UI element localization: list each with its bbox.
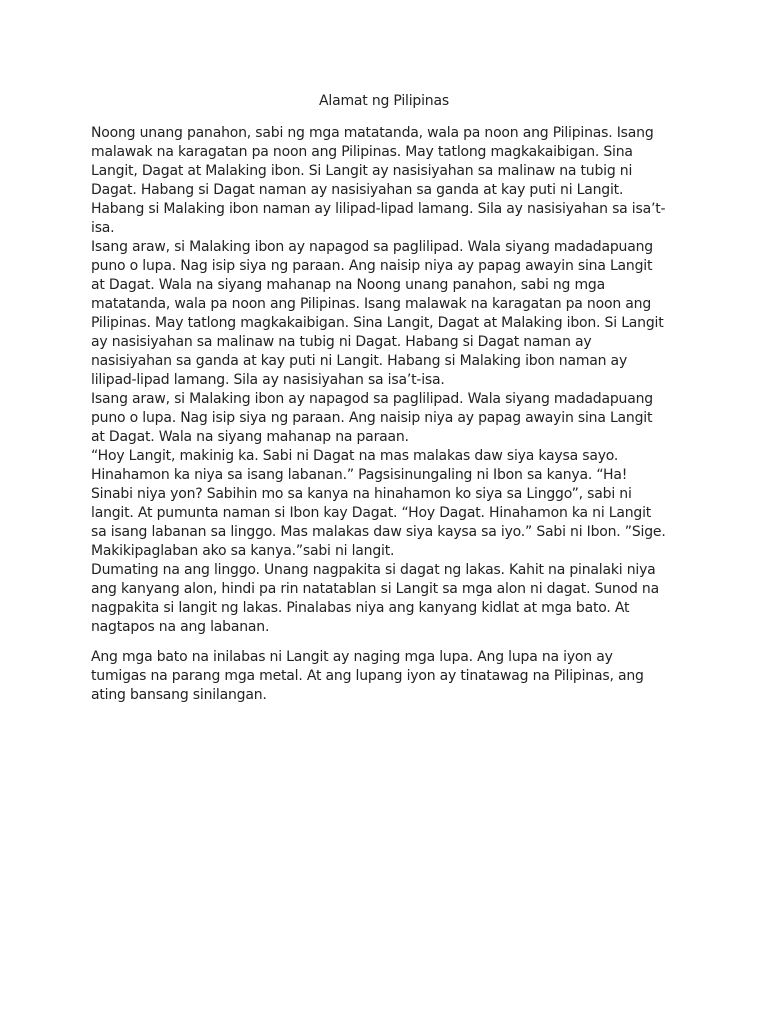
text-line: Dumating na ang linggo. Unang nagpakita si dagat ng lakas. Kahit na pinalaki niya <box>91 562 656 578</box>
paragraph <box>91 124 691 637</box>
text-line: at Dagat. Wala na siyang mahanap na paraan. <box>91 429 409 445</box>
paragraph <box>91 648 691 705</box>
text-line: nasisiyahan sa ganda at kay puti ni Langit. Habang si Malaking ibon naman ay <box>91 353 628 369</box>
text-line: ay nasisiyahan sa malinaw na tubig ni Dagat. Habang si Dagat naman ay <box>91 334 592 350</box>
text-line: ang kanyang alon, hindi pa rin natatablan si Langit sa mga alon ni dagat. Sunod na <box>91 581 659 597</box>
text-line: Sinabi niya yon? Sabihin mo sa kanya na hinahamon ko siya sa Linggo”, sabi ni <box>91 486 632 502</box>
text-line: Langit, Dagat at Malaking ibon. Si Langit ay nasisiyahan sa malinaw na tubig ni <box>91 163 633 179</box>
text-line: “Hoy Langit, makinig ka. Sabi ni Dagat na mas malakas daw siya kaysa sayo. <box>91 448 619 464</box>
text-line: Noong unang panahon, sabi ng mga matatanda, wala pa noon ang Pilipinas. Isang <box>91 125 654 141</box>
text-line: Hinahamon ka niya sa isang labanan.” Pagsisinungaling ni Ibon sa kanya. “Ha! <box>91 467 628 483</box>
text-line: Ang mga bato na inilabas ni Langit ay naging mga lupa. Ang lupa na iyon ay <box>91 649 613 665</box>
document-body <box>91 124 691 705</box>
text-line: isa. <box>91 220 115 236</box>
text-line: puno o lupa. Nag isip siya ng paraan. Ang naisip niya ay papag awayin sina Langit <box>91 410 653 426</box>
text-line: Isang araw, si Malaking ibon ay napagod sa paglilipad. Wala siyang madadapuang <box>91 239 653 255</box>
text-line: tumigas na parang mga metal. At ang lupang iyon ay tinatawag na Pilipinas, ang <box>91 668 644 684</box>
text-line: Dagat. Habang si Dagat naman ay nasisiyahan sa ganda at kay puti ni Langit. <box>91 182 624 198</box>
text-line: lilipad-lipad lamang. Sila ay nasisiyahan sa isa’t-isa. <box>91 372 445 388</box>
document-title: Alamat ng Pilipinas <box>319 93 449 109</box>
text-line: Isang araw, si Malaking ibon ay napagod sa paglilipad. Wala siyang madadapuang <box>91 391 653 407</box>
text-line: ating bansang sinilangan. <box>91 687 267 703</box>
text-line: Makikipaglaban ako sa kanya.”sabi ni langit. <box>91 543 395 559</box>
text-line: matatanda, wala pa noon ang Pilipinas. Isang malawak na karagatan pa noon ang <box>91 296 652 312</box>
text-line: Pilipinas. May tatlong magkakaibigan. Sina Langit, Dagat at Malaking ibon. Si Langit <box>91 315 664 331</box>
text-line: puno o lupa. Nag isip siya ng paraan. Ang naisip niya ay papag awayin sina Langit <box>91 258 653 274</box>
text-line: langit. At pumunta naman si Ibon kay Dagat. “Hoy Dagat. Hinahamon ka ni Langit <box>91 505 652 521</box>
text-line: Habang si Malaking ibon naman ay lilipad-lipad lamang. Sila ay nasisiyahan sa isa’t- <box>91 201 666 217</box>
text-line: nagtapos na ang labanan. <box>91 619 270 635</box>
text-line: nagpakita si langit ng lakas. Pinalabas niya ang kanyang kidlat at mga bato. At <box>91 600 630 616</box>
text-line: malawak na karagatan pa noon ang Pilipinas. May tatlong magkakaibigan. Sina <box>91 144 633 160</box>
text-line: sa isang labanan sa linggo. Mas malakas daw siya kaysa sa iyo.” Sabi ni Ibon. ”Sige. <box>91 524 666 540</box>
text-line: at Dagat. Wala na siyang mahanap na Noong unang panahon, sabi ng mga <box>91 277 605 293</box>
